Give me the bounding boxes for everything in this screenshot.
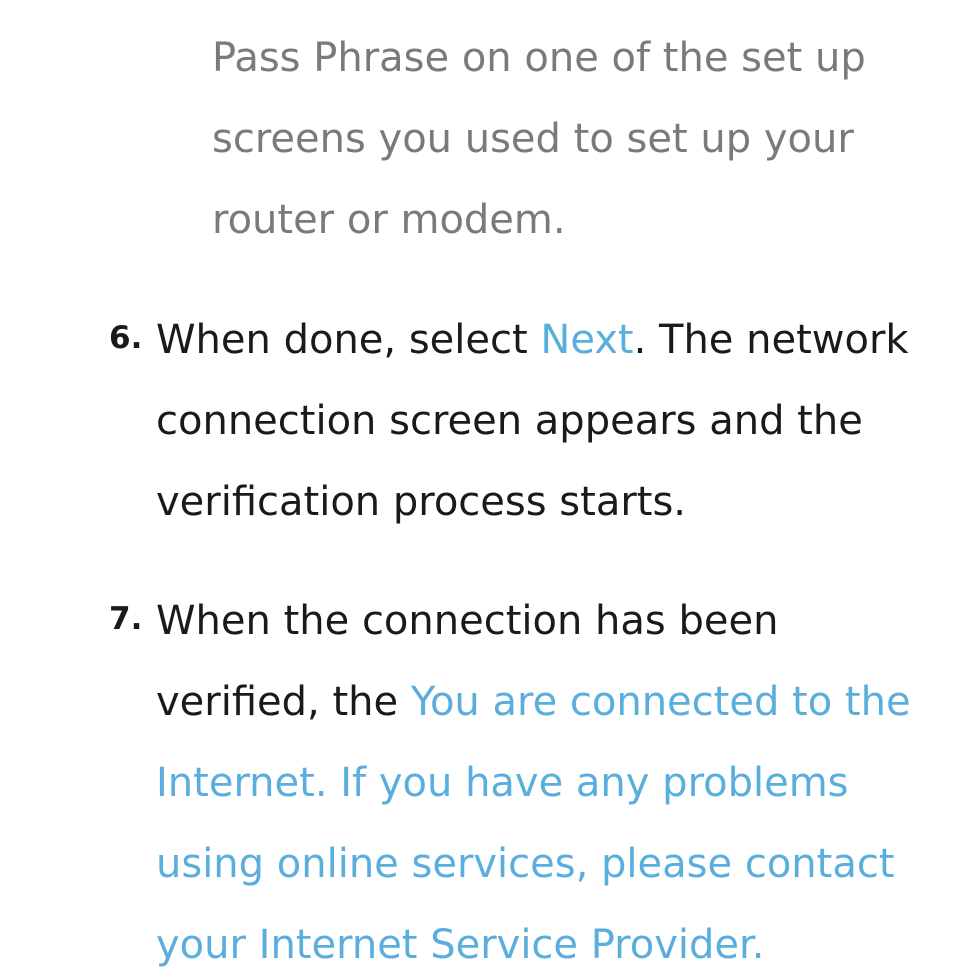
step-7-text-a: verified, the: [156, 679, 411, 725]
connected-message-line-1: Internet. If you have any problems: [156, 760, 849, 806]
step-7-line-2: [156, 678, 911, 726]
step-6-number: 6.: [109, 320, 143, 356]
connected-message-line-2: using online services, please contact: [156, 841, 895, 887]
step-6-line-2: connection screen appears and the: [156, 398, 863, 444]
sub-paragraph-line-1: Pass Phrase on one of the set up: [212, 35, 866, 81]
sub-paragraph-line-3: router or modem.: [212, 197, 566, 243]
step-6-text-a: When done, select: [156, 317, 541, 363]
step-6-text-b: . The network: [633, 317, 909, 363]
step-6-line-3: verification process starts.: [156, 479, 687, 525]
connected-message-start: You are connected to the: [410, 679, 911, 725]
step-6-line-1: [156, 316, 909, 364]
step-7-line-1: When the connection has been: [156, 598, 779, 644]
connected-message-line-3: your Internet Service Provider.: [156, 922, 765, 968]
sub-paragraph-line-2: screens you used to set up your: [212, 116, 854, 162]
step-7-number: 7.: [109, 601, 143, 637]
next-option: Next: [540, 317, 634, 363]
